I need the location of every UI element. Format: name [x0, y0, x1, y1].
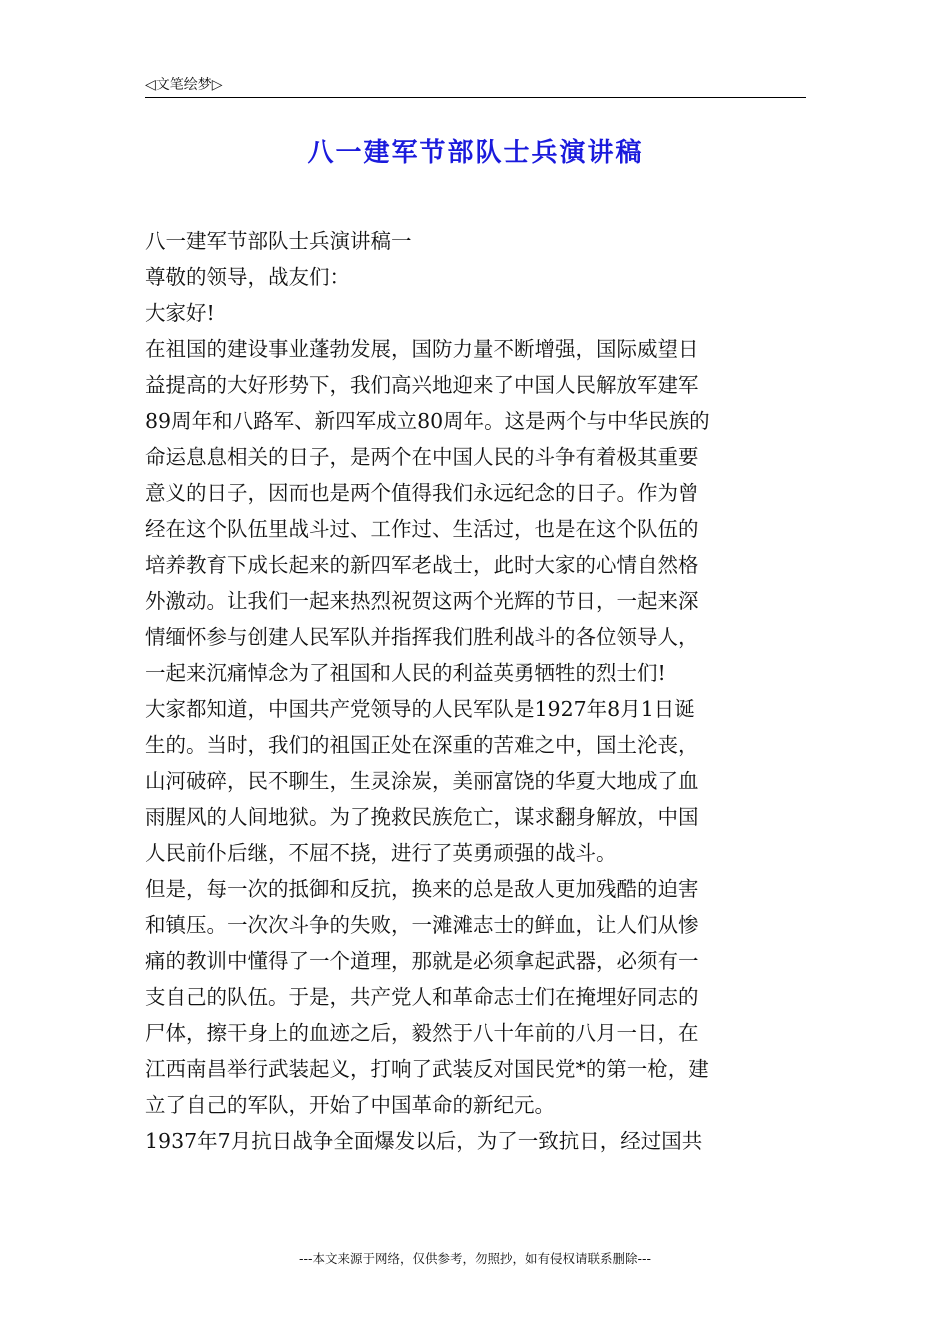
body-line: 大家好!: [145, 301, 215, 325]
body-line: 1937年7月抗日战争全面爆发以后，为了一致抗日，经过国共: [145, 1129, 703, 1153]
body-line: 痛的教训中懂得了一个道理，那就是必须拿起武器，必须有一: [145, 949, 699, 973]
body-line: 外激动。让我们一起来热烈祝贺这两个光辉的节日，一起来深: [145, 589, 699, 613]
body-line: 情缅怀参与创建人民军队并指挥我们胜利战斗的各位领导人，: [145, 625, 699, 649]
body-line: 培养教育下成长起来的新四军老战士，此时大家的心情自然格: [145, 553, 699, 577]
body-line: 支自己的队伍。于是，共产党人和革命志士们在掩埋好同志的: [145, 985, 699, 1009]
body-line: 命运息息相关的日子，是两个在中国人民的斗争有着极其重要: [145, 445, 699, 469]
body-line: 大家都知道，中国共产党领导的人民军队是1927年8月1日诞: [145, 697, 695, 721]
body-line: 人民前仆后继，不屈不挠，进行了英勇顽强的战斗。: [145, 841, 617, 865]
body-line: 益提高的大好形势下，我们高兴地迎来了中国人民解放军建军: [145, 373, 699, 397]
body-line: 但是，每一次的抵御和反抗，换来的总是敌人更加残酷的迫害: [145, 877, 699, 901]
footer-disclaimer: ---本文来源于网络，仅供参考，勿照抄，如有侵权请联系删除---: [298, 1251, 652, 1266]
body-line: 一起来沉痛悼念为了祖国和人民的利益英勇牺牲的烈士们!: [145, 661, 666, 685]
body-line: 尸体，擦干身上的血迹之后，毅然于八十年前的八月一日，在: [145, 1021, 699, 1045]
body-line: 八一建军节部队士兵演讲稿一: [145, 229, 412, 253]
body-line: 意义的日子，因而也是两个值得我们永远纪念的日子。作为曾: [145, 481, 699, 505]
body-line: 在祖国的建设事业蓬勃发展，国防力量不断增强，国际威望日: [145, 337, 699, 361]
document-title: 八一建军节部队士兵演讲稿: [307, 138, 644, 168]
body-line: 雨腥风的人间地狱。为了挽救民族危亡，谋求翻身解放，中国: [145, 805, 699, 829]
body-line: 生的。当时，我们的祖国正处在深重的苦难之中，国土沦丧，: [145, 733, 699, 757]
body-line: 和镇压。一次次斗争的失败，一滩滩志士的鲜血，让人们从惨: [145, 913, 699, 937]
header-mark: ◁文笔绘梦▷: [145, 77, 223, 93]
header-divider: [145, 97, 806, 98]
body-line: 立了自己的军队，开始了中国革命的新纪元。: [145, 1093, 555, 1117]
body-line: 89周年和八路军、新四军成立80周年。这是两个与中华民族的: [145, 409, 710, 433]
body-line: 江西南昌举行武装起义，打响了武装反对国民党*的第一枪，建: [145, 1057, 709, 1081]
document-body: [145, 223, 806, 1159]
body-line: 经在这个队伍里战斗过、工作过、生活过，也是在这个队伍的: [145, 517, 699, 541]
body-line: 尊敬的领导，战友们：: [145, 265, 350, 289]
body-line: 山河破碎，民不聊生，生灵涂炭，美丽富饶的华夏大地成了血: [145, 769, 699, 793]
